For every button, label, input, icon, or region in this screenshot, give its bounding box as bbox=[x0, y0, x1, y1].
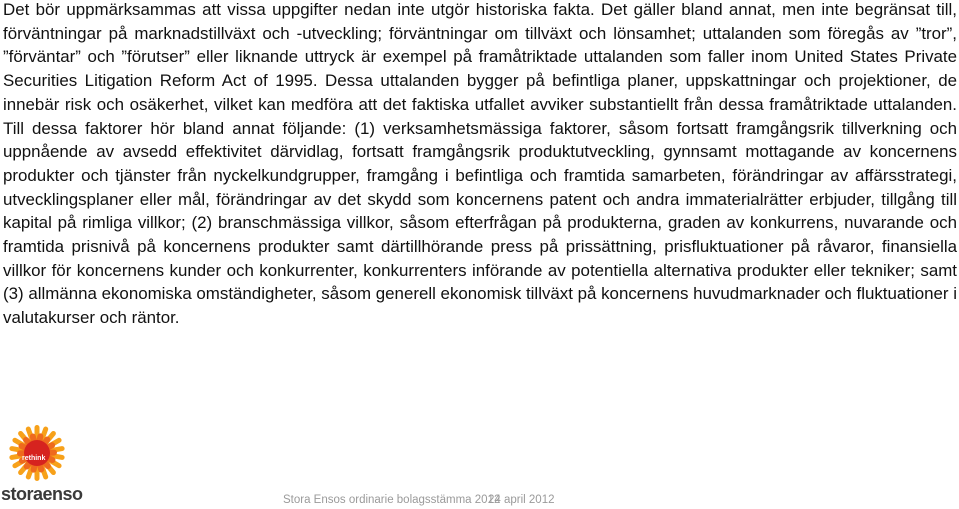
logo-wordmark: storaenso bbox=[1, 484, 83, 504]
footer-date: 24 april 2012 bbox=[488, 494, 555, 506]
disclaimer-paragraph: Det bör uppmärksammas att vissa uppgifter nedan inte utgör historiska fakta. Det gäller bland annat, men inte begränsat till, förväntningar på marknadstillväxt och -utveckling; förväntningar om tillväxt och lönsamhet; uttalanden som föregås av ”tror”, ”förväntar” och ”förutser” eller liknande uttryck är exempel på framåtriktade uttalanden som faller inom United States Private Securities Litigation Reform Act of 1995. Dessa uttalanden bygger på befintliga planer, uppskattningar och projektioner, de innebär risk och osäkerhet, vilket kan medföra att det faktiska utfallet avviker substantiellt från dessa framåtriktade uttalanden. Till dessa faktorer hör bland annat följande: (1) verksamhetsmässiga faktorer, såsom fortsatt framgångsrik tillverkning och uppnående av avsedd effektivitet därvidlag, fortsatt framgångsrik produktutveckling, gynnsamt mottagande av koncernens produkter och tjänster från nyckelkundgrupper, framgång i befintliga och framtida samarbeten, förändringar av affärsstrategi, utvecklingsplaner eller mål, förändringar av det skydd som koncernens patent och andra immaterialrätter erbjuder, tillgång till kapital på rimliga villkor; (2) branschmässiga villkor, såsom efterfrågan på produkterna, graden av konkurrens, nuvarande och framtida prisnivå på koncernens produkter samt därtillhörande press på prissättning, prisfluktuationer på råvaror, finansiella villkor för koncernens kunder och konkurrenter, konkurrenters införande av potentiella alternativa produkter eller tekniker; samt (3) allmänna ekonomiska omständigheter, såsom generell ekonomisk tillväxt på koncernens huvudmarknader och fluktuationer i valutakurser och räntor. bbox=[3, 0, 957, 328]
rethink-flower-icon bbox=[8, 424, 66, 482]
stora-enso-logo bbox=[0, 424, 83, 509]
footer-presentation-title: Stora Ensos ordinarie bolagsstämma 2012 bbox=[283, 494, 501, 506]
logo-mark-text: rethink bbox=[22, 455, 46, 462]
